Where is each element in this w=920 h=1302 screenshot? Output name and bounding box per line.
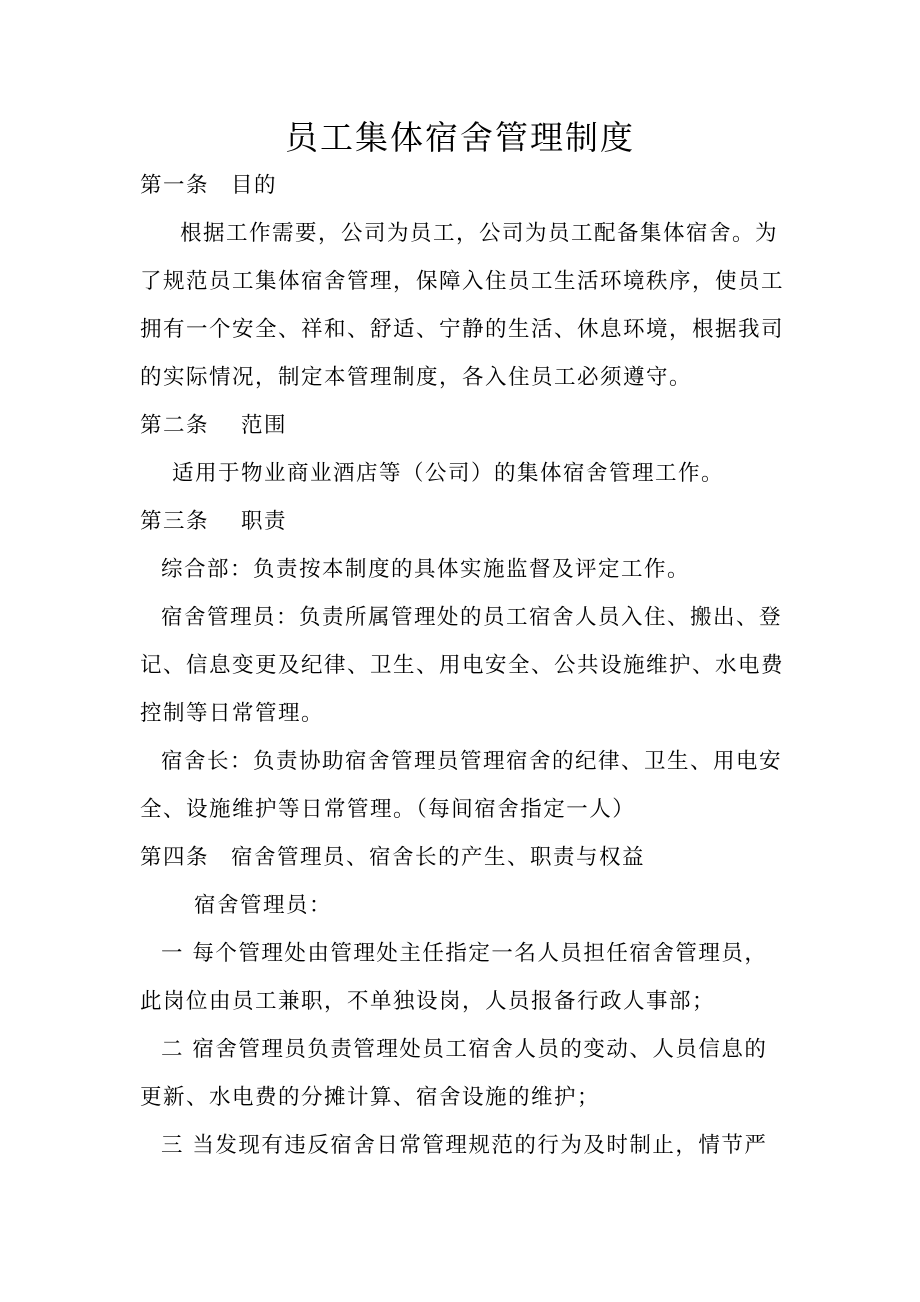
document-title: 员工集体宿舍管理制度 bbox=[285, 118, 635, 157]
section-heading bbox=[140, 498, 800, 546]
paragraph-line: 根据工作需要，公司为员工，公司为员工配备集体宿舍。为 bbox=[180, 221, 779, 246]
section-number: 第二条 bbox=[140, 413, 210, 438]
section-heading bbox=[140, 834, 800, 882]
section-heading bbox=[140, 402, 800, 450]
list-item-line: 此岗位由员工兼职，不单独设岗，人员报备行政人事部； bbox=[140, 989, 716, 1014]
section-title: 职责 bbox=[241, 509, 288, 534]
section-title: 宿舍管理员、宿舍长的产生、职责与权益 bbox=[231, 845, 646, 870]
paragraph-line: 宿舍管理员：负责所属管理处的员工宿舍人员入住、搬出、登 bbox=[161, 605, 783, 630]
list-item-line: 二 宿舍管理员负责管理处员工宿舍人员的变动、人员信息的 bbox=[161, 1037, 768, 1062]
section-heading bbox=[140, 162, 800, 210]
paragraph-line: 宿舍长：负责协助宿舍管理员管理宿舍的纪律、卫生、用电安 bbox=[161, 749, 783, 774]
list-item-line: 更新、水电费的分摊计算、宿舍设施的维护； bbox=[140, 1085, 601, 1110]
paragraph-line: 记、信息变更及纪律、卫生、用电安全、公共设施维护、水电费 bbox=[140, 653, 785, 678]
paragraph-line: 拥有一个安全、祥和、舒适、宁静的生活、休息环境，根据我司 bbox=[140, 317, 785, 342]
section-title: 目的 bbox=[231, 173, 278, 198]
paragraph-line: 全、设施维护等日常管理。（每间宿舍指定一人） bbox=[140, 797, 636, 822]
section-number: 第三条 bbox=[140, 509, 210, 534]
section-number: 第四条 bbox=[140, 845, 210, 870]
document-body bbox=[140, 162, 800, 1170]
list-item-line: 一 每个管理处由管理处主任指定一名人员担任宿舍管理员， bbox=[161, 941, 768, 966]
paragraph-line: 的实际情况，制定本管理制度，各入住员工必须遵守。 bbox=[140, 365, 693, 390]
paragraph-line: 控制等日常管理。 bbox=[140, 701, 325, 726]
section-number: 第一条 bbox=[140, 173, 210, 198]
paragraph-line: 了规范员工集体宿舍管理，保障入住员工生活环境秩序，使员工 bbox=[140, 269, 785, 294]
list-item-line: 三 当发现有违反宿舍日常管理规范的行为及时制止，情节严 bbox=[161, 1133, 768, 1158]
paragraph-line: 综合部：负责按本制度的具体实施监督及评定工作。 bbox=[161, 557, 691, 582]
paragraph-line: 适用于物业商业酒店等（公司）的集体宿舍管理工作。 bbox=[172, 461, 725, 486]
subsection-heading: 宿舍管理员： bbox=[194, 893, 333, 918]
section-title: 范围 bbox=[241, 413, 288, 438]
